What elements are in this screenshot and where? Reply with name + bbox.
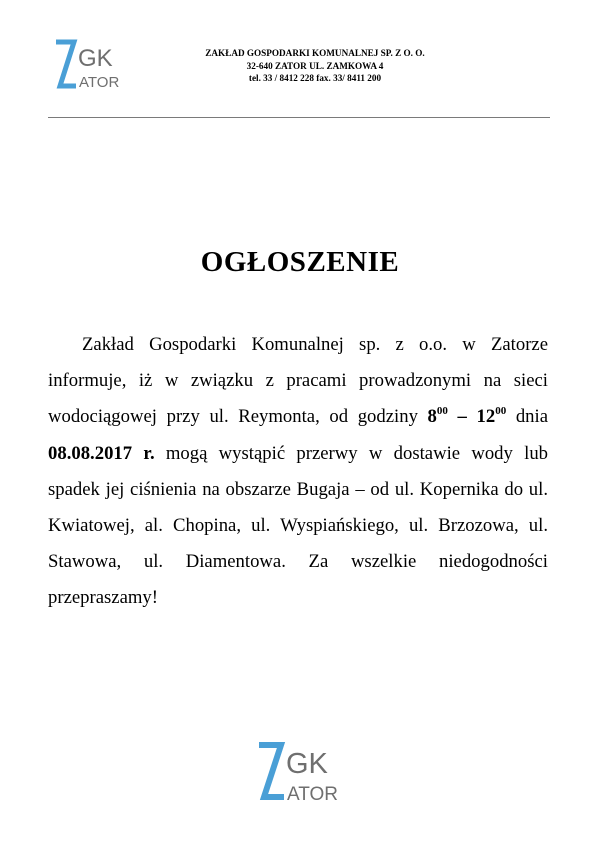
svg-text:GK: GK (286, 748, 328, 780)
time-start: $8^{00}$ (427, 405, 448, 428)
notice-date: 08.08.2017 r. (48, 442, 155, 464)
notice-title: OGŁOSZENIE (200, 246, 400, 278)
time-end: $12^{00}$ (476, 405, 507, 428)
svg-text:ATOR: ATOR (79, 74, 120, 91)
notice-paragraph (48, 327, 548, 617)
notice-body (48, 327, 548, 617)
notice-text-part-3: mogą wystąpić przerwy w dostawie wody lub spadek jej ciśnienia na obszarze Bugaja – od ul. Kopernika do ul. Kwiatowej, al. Chopina, ul. Wyspiańskiego, ul. Brzozowa, ul. Stawowa, ul. Diamentowa. Za wszelkie niedogodności przepraszamy! (48, 442, 549, 609)
company-contact: tel. 33 / 8412 228 fax. 33/ 8411 200 (248, 73, 382, 83)
zgk-zator-logo (52, 38, 130, 94)
notice-text-part-2: dnia (506, 406, 548, 428)
time-dash: – (447, 406, 477, 428)
notice-text-part-1: Zakład Gospodarki Komunalnej sp. z o.o. w Zatorze informuje, iż w związku z pracami prowadzonymi na sieci wodociągowej przy ul. Reymonta, od godziny (48, 334, 548, 428)
zgk-zator-footer-logo (255, 737, 347, 809)
company-address: 32-640 ZATOR UL. ZAMKOWA 4 (246, 60, 384, 71)
company-header (140, 47, 490, 85)
header-divider (48, 117, 550, 118)
svg-text:GK: GK (78, 45, 113, 72)
svg-text:ATOR: ATOR (287, 784, 339, 805)
company-name: ZAKŁAD GOSPODARKI KOMUNALNEJ SP. Z O. O. (205, 48, 425, 58)
